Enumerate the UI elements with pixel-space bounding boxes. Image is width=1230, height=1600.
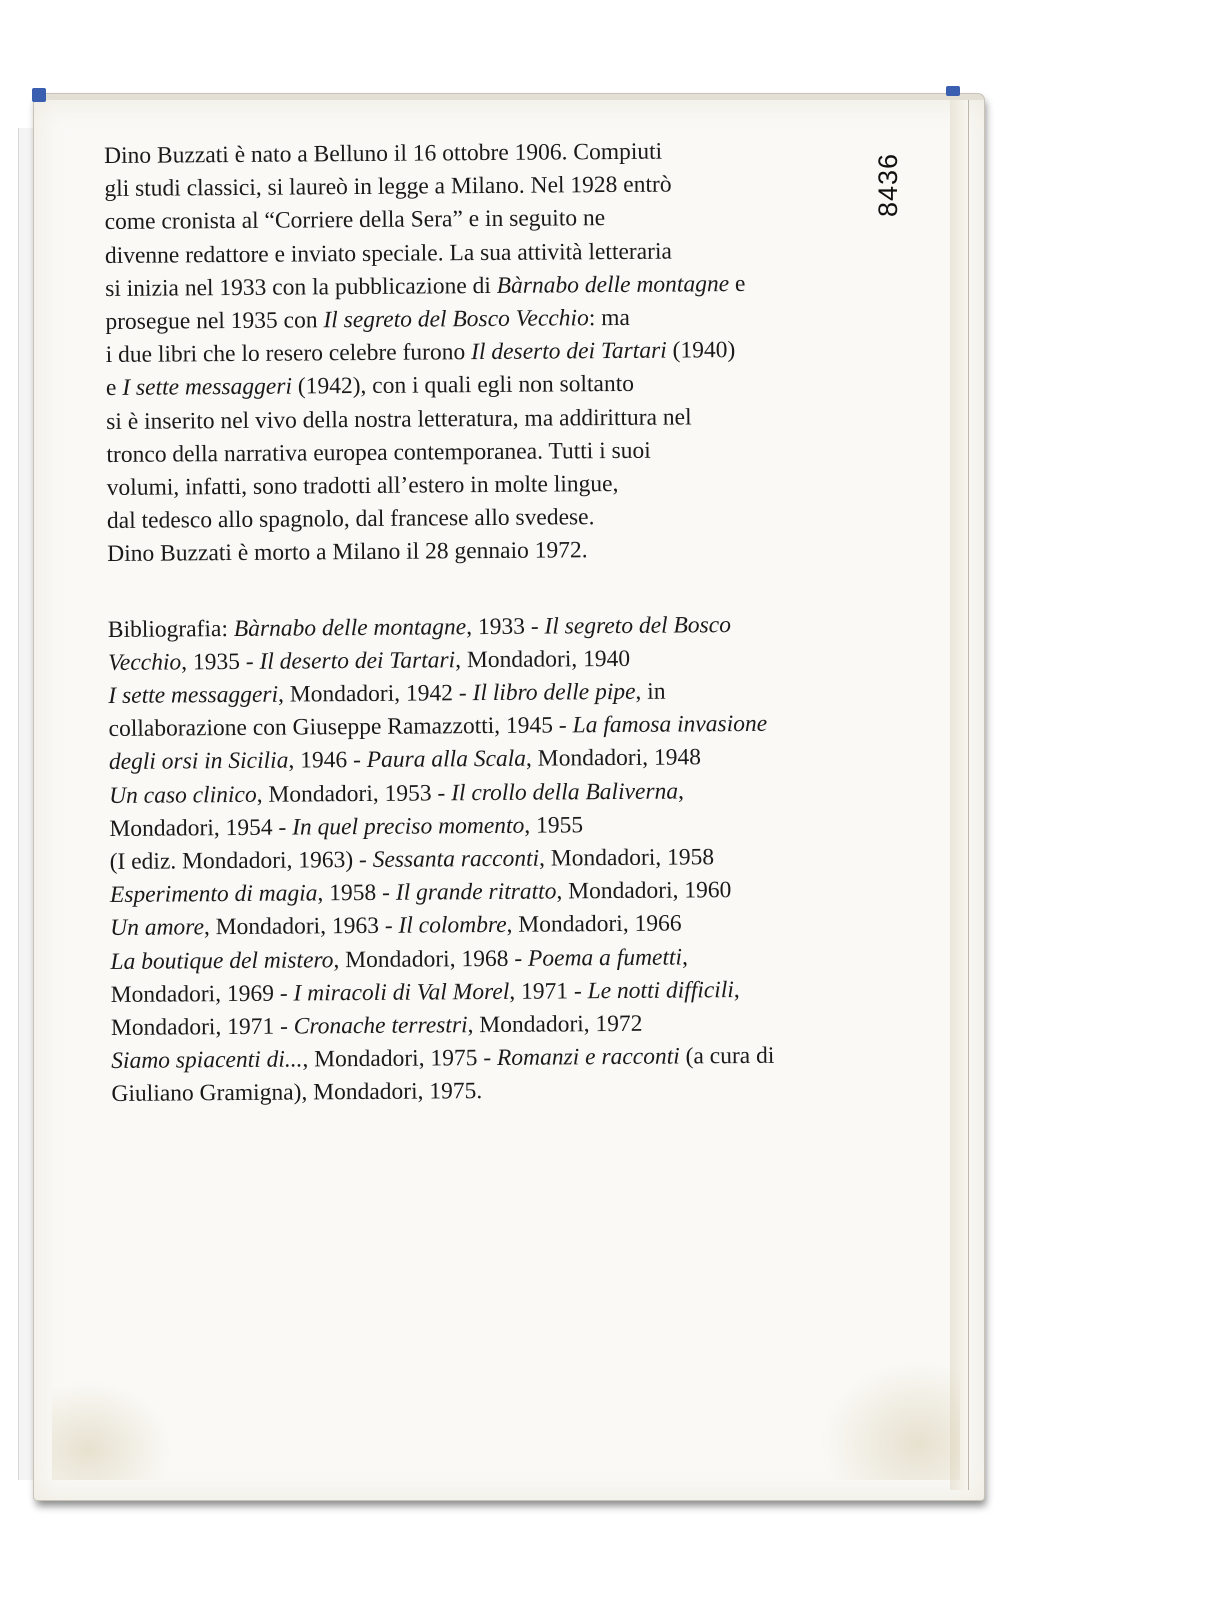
text-run: Dino Buzzati è nato a Belluno il 16 ottobre 1906. Compiuti bbox=[104, 138, 663, 169]
italic-title: Il deserto dei Tartari bbox=[259, 647, 456, 675]
italic-title: Romanzi e racconti bbox=[496, 1043, 680, 1072]
text-run: Mondadori, 1969 - bbox=[110, 980, 294, 1008]
text-run: , Mondadori, 1948 bbox=[525, 744, 702, 773]
text-run: (1940) bbox=[666, 337, 736, 364]
biography-paragraph bbox=[104, 134, 867, 572]
text-run: , Mondadori, 1975 - bbox=[302, 1045, 498, 1073]
italic-title: Vecchio bbox=[108, 649, 182, 676]
text-run: , 1971 - bbox=[509, 978, 588, 1005]
bibliography-line bbox=[109, 707, 869, 746]
italic-title: Il crollo della Baliverna bbox=[451, 778, 679, 806]
text-run: Mondadori, 1954 - bbox=[109, 814, 293, 842]
italic-title: Le notti difficili bbox=[587, 976, 734, 1005]
italic-title: Il colombre bbox=[398, 912, 507, 940]
text-run: , Mondadori, 1972 bbox=[467, 1010, 643, 1039]
text-run: , Mondadori, 1960 bbox=[556, 877, 732, 905]
paragraph-gap bbox=[107, 566, 867, 614]
italic-title: degli orsi in Sicilia bbox=[108, 748, 289, 776]
italic-title: La boutique del mistero bbox=[110, 946, 334, 975]
jacket-code-number: 8436 bbox=[873, 152, 903, 218]
text-run: e bbox=[105, 375, 123, 402]
bibliography-line bbox=[111, 1072, 871, 1111]
text-run: collaborazione con Giuseppe Ramazzotti, 1945 - bbox=[108, 712, 573, 743]
text-run: , Mondadori, 1940 bbox=[455, 645, 631, 674]
text-run: tronco della narrativa europea contemporanea. Tutti i suoi bbox=[106, 437, 651, 468]
text-run: si inizia nel 1933 con la pubblicazione di bbox=[105, 272, 497, 302]
italic-title: Cronache terrestri bbox=[293, 1012, 468, 1040]
text-run: Dino Buzzati è morto a Milano il 28 gennaio 1972. bbox=[107, 537, 588, 568]
text-run: , 1933 - bbox=[466, 613, 545, 640]
italic-title: I sette messaggeri bbox=[108, 681, 279, 710]
italic-title: Un amore bbox=[110, 914, 205, 942]
text-run: prosegue nel 1935 con bbox=[105, 307, 324, 336]
italic-title: La famosa invasione bbox=[572, 711, 768, 739]
text-run: Bibliografia: bbox=[107, 615, 234, 643]
text-run: , Mondadori, 1953 - bbox=[256, 779, 452, 808]
text-run: e bbox=[728, 270, 746, 297]
text-run: : ma bbox=[588, 304, 630, 332]
text-run: , Mondadori, 1966 bbox=[506, 910, 682, 939]
text-run: (I ediz. Mondadori, 1963) - bbox=[109, 846, 373, 876]
italic-title: Il segreto del Bosco Vecchio bbox=[323, 305, 589, 334]
italic-title: Bàrnabo delle montagne bbox=[233, 613, 467, 642]
italic-title: Esperimento di magia bbox=[109, 880, 318, 909]
italic-title: Il segreto del Bosco bbox=[544, 611, 732, 640]
text-run: , Mondadori, 1968 - bbox=[333, 945, 529, 973]
text-run: (1942), con i quali egli non soltanto bbox=[291, 371, 635, 400]
text-run: , 1955 bbox=[524, 812, 584, 839]
blue-cover-corner bbox=[32, 88, 46, 102]
bibliography-paragraph bbox=[108, 608, 872, 1112]
text-run: (a cura di bbox=[679, 1043, 775, 1070]
italic-title: In quel preciso momento bbox=[292, 812, 525, 841]
text-run: , bbox=[733, 976, 740, 1003]
text-run: si è inserito nel vivo della nostra letteratura, ma addirittura nel bbox=[106, 404, 692, 435]
text-run: , in bbox=[635, 678, 666, 705]
italic-title: Paura alla Scala bbox=[366, 746, 527, 774]
text-run: , Mondadori, 1942 - bbox=[277, 680, 473, 708]
wear-stain-right bbox=[820, 1360, 960, 1480]
text-run: divenne redattore e inviato speciale. La sua attività letteraria bbox=[104, 238, 672, 269]
text-run: Giuliano Gramigna), Mondadori, 1975. bbox=[111, 1078, 483, 1108]
italic-title: Il libro delle pipe bbox=[472, 678, 636, 707]
text-run: , Mondadori, 1958 bbox=[539, 844, 715, 872]
italic-title: I miracoli di Val Morel bbox=[293, 978, 510, 1007]
text-run: , 1935 - bbox=[181, 648, 260, 676]
text-run: gli studi classici, si laureò in legge a Milano. Nel 1928 entrò bbox=[104, 171, 672, 203]
text-run: , bbox=[681, 944, 688, 971]
text-run: , Mondadori, 1963 - bbox=[203, 913, 399, 941]
text-run: Mondadori, 1971 - bbox=[110, 1013, 294, 1042]
italic-title: Il grande ritratto bbox=[395, 878, 557, 906]
blue-cover-corner-right bbox=[946, 86, 960, 96]
text-run: volumi, infatti, sono tradotti all’estero in molte lingue, bbox=[106, 471, 619, 502]
text-run: , 1946 - bbox=[288, 747, 367, 775]
text-run: come cronista al “Corriere della Sera” e in seguito ne bbox=[104, 205, 606, 236]
italic-title: Sessanta racconti bbox=[372, 845, 540, 873]
text-run: , bbox=[677, 778, 685, 805]
italic-title: Un caso clinico bbox=[109, 781, 257, 809]
text-run: i due libri che lo resero celebre furono bbox=[105, 339, 472, 369]
italic-title: Il deserto dei Tartari bbox=[470, 337, 667, 366]
jacket-text bbox=[104, 134, 872, 1112]
italic-title: Bàrnabo delle montagne bbox=[496, 270, 730, 299]
italic-title: Poema a fumetti bbox=[527, 944, 683, 972]
italic-title: I sette messaggeri bbox=[122, 373, 293, 402]
text-run: , 1958 - bbox=[317, 879, 396, 907]
text-run: dal tedesco allo spagnolo, dal francese allo svedese. bbox=[106, 504, 595, 535]
wear-stain-left bbox=[52, 1380, 172, 1480]
italic-title: Siamo spiacenti di... bbox=[111, 1046, 303, 1075]
bibliography-line bbox=[111, 1039, 871, 1078]
jacket-right-edge bbox=[950, 100, 969, 1490]
